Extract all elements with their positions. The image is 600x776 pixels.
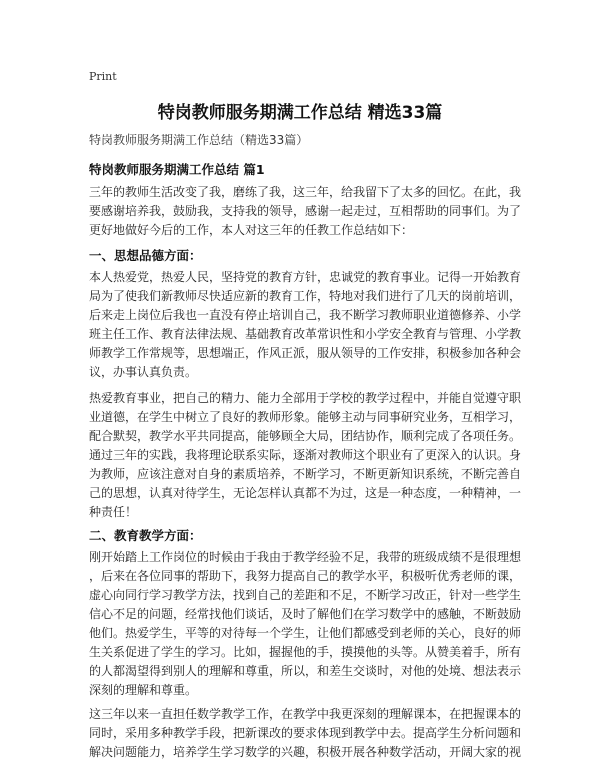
paragraph-line: 虚心向同行学习教学方法，找到自己的差距和不足，不断学习改正，针对一些学生: [89, 588, 522, 602]
intro-paragraph: [89, 183, 522, 240]
paragraph-line: 本人热爱党，热爱人民，坚持党的教育方针，忠诚党的教育事业。记得一开始教育: [89, 270, 522, 284]
paragraph-line: ，后来在各位同事的帮助下，我努力提高自己的教学水平，积极听优秀老师的课，: [89, 569, 522, 583]
paragraph-line: 师教学工作常规等，思想端正，作风正派，服从领导的工作安排，积极参加各种会: [89, 346, 522, 360]
paragraph-line: 信心不足的问题，经常找他们谈话，及时了解他们在学习数学中的感触，不断鼓励: [89, 607, 522, 621]
paragraph-line: 生关系促进了学生的学习。比如，握握他的手，摸摸他的头等。从赞美着手，所有: [89, 645, 522, 659]
paragraph-line: 刚开始踏上工作岗位的时候由于我由于教学经验不足，我带的班级成绩不是很理想: [89, 550, 522, 564]
paragraph-line: 班主任工作、教育法律法规、基础教育改革常识性和小学安全教育与管理、小学教: [89, 327, 522, 341]
section-heading-teaching: 二、教育教学方面：: [89, 528, 202, 543]
paragraph-line: 业道德，在学生中树立了良好的教师形象。能够主动与同事研究业务，互相学习，: [89, 410, 522, 424]
paragraph-line: 同时，采用多种教学手段，把新课改的要求体现到教学中去。提高学生分析问题和: [89, 726, 522, 740]
paragraph-line: 的人都渴望得到别人的理解和尊重，所以，和差生交谈时，对他的处境、想法表示: [89, 664, 522, 678]
paragraph-line: 局为了使我们新教师尽快适应新的教育工作，特地对我们进行了几天的岗前培训，: [89, 289, 522, 303]
paragraph-line: 己的思想，认真对待学生，无论怎样认真都不为过，这是一种态度，一种精神，一: [89, 486, 522, 500]
paragraph-line: 深刻的理解和尊重。: [89, 683, 198, 697]
paragraph-line: 通过三年的实践，我将理论联系实际，逐渐对教师这个职业有了更深入的认识。身: [89, 448, 522, 462]
print-link[interactable]: Print: [89, 70, 117, 83]
teaching-paragraph-2: [89, 705, 522, 762]
paragraph-line: 热爱教育事业，把自己的精力、能力全部用于学校的教学过程中，并能自觉遵守职: [89, 391, 522, 405]
page-title: 特岗教师服务期满工作总结 精选33篇: [157, 103, 443, 123]
paragraph-line: 解决问题能力，培养学生学习数学的兴趣，积极开展各种数学活动，开阔大家的视: [89, 745, 522, 759]
teaching-paragraph-1: [89, 548, 522, 700]
paragraph-line: 为教师，应该注意对自身的素质培养，不断学习，不断更新知识系统，不断完善自: [89, 467, 522, 481]
paragraph-line: 后来走上岗位后我也一直没有停止培训自己，我不断学习教师职业道德修养、小学: [89, 308, 522, 322]
paragraph-line: 更好地做好今后的工作，本人对这三年的任教工作总结如下：: [89, 223, 414, 237]
article-heading: 特岗教师服务期满工作总结 篇1: [89, 162, 265, 177]
paragraph-line: 配合默契，教学水平共同提高，能够顾全大局，团结协作，顺利完成了各项任务。: [89, 429, 522, 443]
paragraph-line: 议，办事认真负责。: [89, 365, 198, 379]
paragraph-line: 种责任！: [89, 505, 138, 519]
ideology-paragraph-1: [89, 268, 522, 382]
section-heading-ideology: 一、思想品德方面：: [89, 248, 202, 263]
paragraph-line: 这三年以来一直担任数学教学工作，在教学中我更深刻的理解课本，在把握课本的: [89, 707, 522, 721]
paragraph-line: 要感谢培养我，鼓励我，支持我的领导，感谢一起走过，互相帮助的同事们。为了: [89, 204, 522, 218]
ideology-paragraph-2: [89, 389, 522, 522]
document-subtitle: 特岗教师服务期满工作总结（精选33篇）: [89, 133, 309, 147]
paragraph-line: 三年的教师生活改变了我，磨练了我，这三年，给我留下了太多的回忆。在此，我: [89, 185, 522, 199]
paragraph-line: 他们。热爱学生，平等的对待每一个学生，让他们都感受到老师的关心，良好的师: [89, 626, 522, 640]
